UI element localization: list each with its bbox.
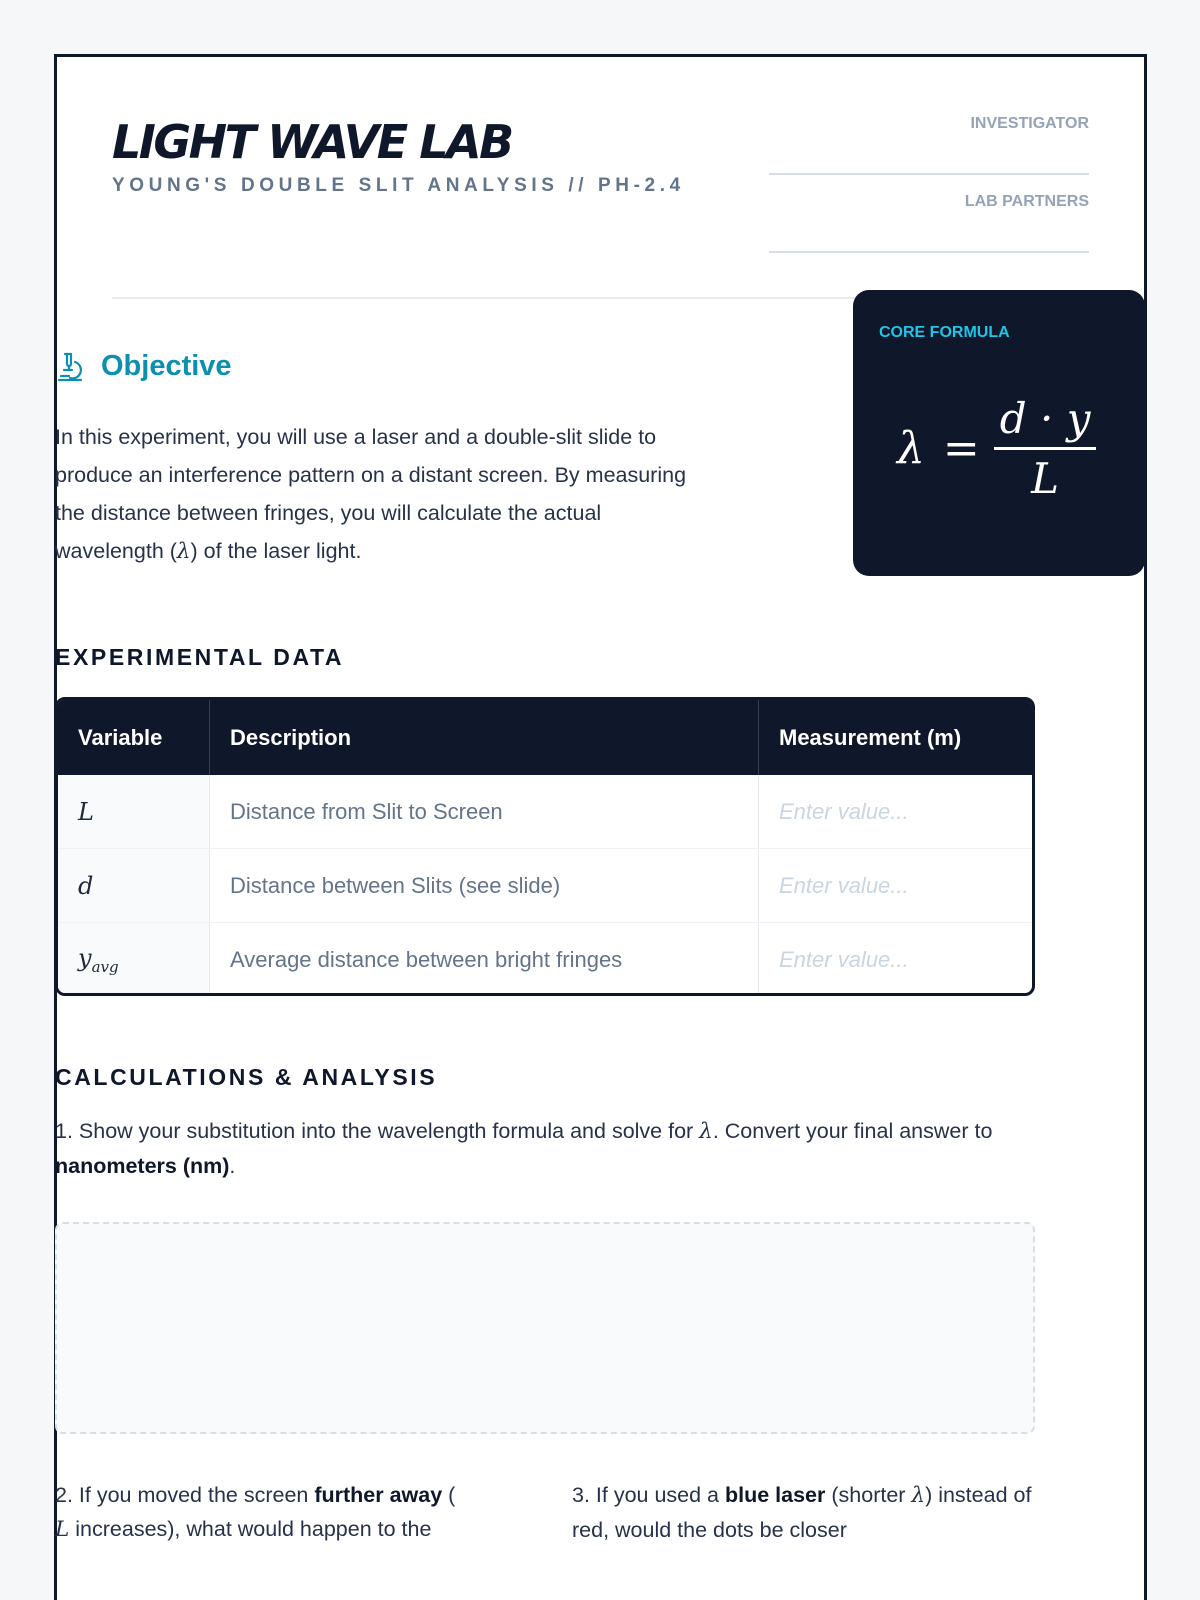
formula-numerator: d · y bbox=[994, 394, 1097, 450]
question-3 bbox=[572, 1478, 1034, 1547]
question-2 bbox=[55, 1478, 525, 1547]
variable-cell bbox=[58, 849, 210, 922]
variable-symbol bbox=[78, 944, 119, 976]
measurement-input-L[interactable] bbox=[779, 799, 1019, 825]
measurement-cell bbox=[759, 775, 1032, 848]
formula-fraction bbox=[994, 394, 1097, 503]
q2-text-3: increases), what would happen to the bbox=[69, 1517, 432, 1541]
question-1 bbox=[55, 1114, 1040, 1183]
column-header-variable: Variable bbox=[58, 700, 210, 775]
measurement-input-d[interactable] bbox=[779, 873, 1019, 899]
formula-equals: = bbox=[942, 423, 980, 474]
variable-cell bbox=[58, 923, 210, 996]
variable-cell bbox=[58, 775, 210, 848]
variable-symbol: d bbox=[78, 871, 94, 900]
page-title: LIGHT WAVE LAB bbox=[112, 115, 512, 169]
lab-partners-field[interactable] bbox=[769, 193, 1089, 253]
table-row bbox=[58, 849, 1032, 923]
objective-heading bbox=[55, 350, 232, 383]
variable-symbol: L bbox=[78, 797, 94, 826]
lab-partners-label: LAB PARTNERS bbox=[964, 193, 1089, 210]
table-header-row bbox=[58, 700, 1032, 775]
variable-description: Distance between Slits (see slide) bbox=[230, 872, 561, 898]
variable-base: y bbox=[78, 944, 92, 973]
q2-symbol: L bbox=[55, 1517, 70, 1542]
measurement-cell bbox=[759, 849, 1032, 922]
lambda-symbol: λ bbox=[176, 539, 191, 564]
investigator-label: INVESTIGATOR bbox=[970, 115, 1089, 132]
investigator-field[interactable] bbox=[769, 115, 1089, 175]
description-cell bbox=[210, 923, 759, 996]
q3-text-1: 3. If you used a bbox=[572, 1483, 725, 1507]
q3-text-3: ) instead of red, would the dots be closer bbox=[572, 1483, 1032, 1542]
q3-bold: blue laser bbox=[725, 1483, 826, 1507]
experimental-data-table bbox=[55, 697, 1035, 996]
q2-text-1: 2. If you moved the screen bbox=[55, 1483, 315, 1507]
q1-text-2: . Convert your final answer to bbox=[712, 1119, 993, 1143]
q3-symbol: λ bbox=[911, 1483, 926, 1508]
objective-text-part1: In this experiment, you will use a laser and a double-slit slide to produce an interference pattern on a distant screen. By measuring the distance between fringes, you will calculate the actual wavelength ( bbox=[55, 425, 687, 563]
core-formula-label: CORE FORMULA bbox=[879, 324, 1010, 341]
variable-description: Distance from Slit to Screen bbox=[230, 798, 503, 824]
q1-bold: nanometers (nm) bbox=[55, 1154, 230, 1178]
core-formula-card bbox=[853, 290, 1145, 576]
objective-text bbox=[55, 418, 695, 571]
calculations-heading: CALCULATIONS & ANALYSIS bbox=[55, 1064, 438, 1090]
objective-text-part2: ) of the laser light. bbox=[190, 539, 362, 563]
formula-lhs: λ bbox=[897, 423, 925, 474]
q1-answer-box[interactable] bbox=[55, 1222, 1035, 1434]
page-subtitle: YOUNG'S DOUBLE SLIT ANALYSIS // PH-2.4 bbox=[112, 175, 685, 196]
experimental-data-heading: EXPERIMENTAL DATA bbox=[55, 644, 345, 670]
q1-text-3: . bbox=[229, 1154, 236, 1178]
q1-symbol: λ bbox=[699, 1119, 713, 1144]
formula-denominator: L bbox=[1031, 454, 1060, 503]
description-cell bbox=[210, 849, 759, 922]
microscope-icon bbox=[55, 351, 85, 383]
q1-text-1: 1. Show your substitution into the wavelength formula and solve for bbox=[55, 1119, 700, 1143]
q2-text-2: ( bbox=[442, 1483, 456, 1507]
wavelength-formula bbox=[897, 394, 1096, 503]
variable-subscript: avg bbox=[91, 957, 119, 976]
worksheet-header bbox=[112, 57, 1089, 299]
measurement-cell bbox=[759, 923, 1032, 996]
measurement-input-yavg[interactable] bbox=[779, 947, 1019, 973]
table-row bbox=[58, 775, 1032, 849]
q3-text-2: (shorter bbox=[825, 1483, 912, 1507]
variable-description: Average distance between bright fringes bbox=[230, 947, 623, 972]
description-cell bbox=[210, 775, 759, 848]
q2-bold: further away bbox=[314, 1483, 443, 1507]
objective-title: Objective bbox=[101, 350, 232, 382]
table-row bbox=[58, 923, 1032, 996]
column-header-measurement: Measurement (m) bbox=[759, 700, 1032, 775]
column-header-description: Description bbox=[210, 700, 759, 775]
